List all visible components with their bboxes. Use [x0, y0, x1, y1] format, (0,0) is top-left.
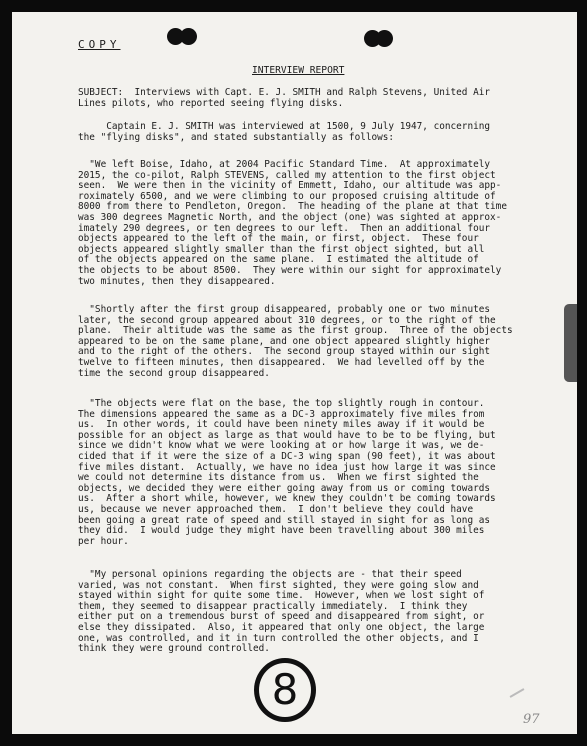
circled-number-stamp: 8 [254, 658, 316, 722]
paragraph-first-sighting: "We left Boise, Idaho, at 2004 Pacific Standard Time. At approximately 2015, the co-pilot, Ralph STEVENS, called my attention to the first object seen. We were then in the vicinity of Emmett, Idaho, our altitude was app- roximately 6500, and we were climbing to our proposed cruising altitude of 8000 from there to Pendleton, Oregon. The heading of the plane at that time was 300 degrees Magnetic North, and the object (one) was sighted at approx- imately 290 degrees, or ten degrees to our left. Then an additional four objects appeared to the left of the main, or first, object. These four objects appeared slightly smaller than the first object sighted, but all of the objects appeared on the same plane. I estimated the altitude of the objects to be about 8500. They were within our sight for approximately two minutes, then they disappeared. [78, 159, 507, 287]
report-title: INTERVIEW REPORT [252, 65, 345, 76]
intro-paragraph: Captain E. J. SMITH was interviewed at 1500, 9 July 1947, concerning the "flying disks", and stated substantially as follows: [78, 121, 491, 143]
punch-hole-left-2 [180, 28, 197, 45]
pencil-check-mark [510, 688, 525, 698]
paragraph-object-description: "The objects were flat on the base, the top slightly rough in contour. The dimensions appeared the same as a DC-3 approximately five miles from us. In other words, it could have been ninety miles away if it would be possible for an object as large as that would have to be to be flying, but since we didn't know what we were looking at or how large it was, we de- cided that if it were the size of a DC-3 wing span (90 feet), it was about five miles distant. Actually, we have no idea just how large it was since we could not determine its distance from us. When we first sighted the objects, we decided they were either going away from us or coming towards us. After a short while, however, we knew they couldn't be coming towards us, because we never approached them. I don't believe they could have been going a great rate of speed and still stayed in sight for as long as they did. I would judge they might have been travelling about 300 miles per hour. [78, 398, 496, 547]
subject-line: SUBJECT: Interviews with Capt. E. J. SMITH and Ralph Stevens, United Air Lines pilots, who reported seeing flying disks. [78, 87, 491, 109]
paragraph-personal-opinions: "My personal opinions regarding the objects are - that their speed varied, was not constant. When first sighted, they were going slow and stayed within sight for quite some time. However, when we lost sight of them, they seemed to disappear practically immediately. I think they either put on a tremendous burst of speed and disappeared from sight, or else they dissipated. Also, it appeared that only one object, the large one, was controlled, and it in turn controlled the other objects, and I think they were ground controlled. [78, 569, 485, 655]
document-page [12, 12, 577, 734]
page-number: 97 [523, 712, 540, 727]
binder-tab [564, 304, 577, 382]
paragraph-second-group: "Shortly after the first group disappeared, probably one or two minutes later, the second group appeared about 310 degrees, or to the right of the plane. Their altitude was the same as the first group. Three of the objects appeared to be on the same plane, and one object appeared slightly higher and to the right of the others. The second group stayed within our sight twelve to fifteen minutes, then disappeared. We had levelled off by the time the second group disappeared. [78, 304, 513, 379]
copy-label: COPY [78, 38, 121, 51]
punch-hole-right-2 [376, 30, 393, 47]
